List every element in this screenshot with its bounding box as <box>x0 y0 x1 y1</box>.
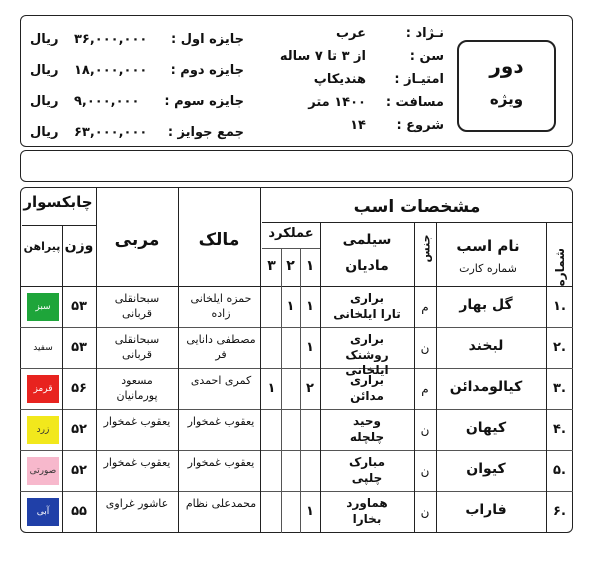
horse-name: گل بهار <box>459 296 513 313</box>
header-perf-2: ۲ <box>286 258 295 274</box>
info-label: شروع : <box>396 118 444 133</box>
header-horse-specs: مشخصات اسب <box>353 197 481 217</box>
jockey-weight: ۵۳ <box>71 339 87 355</box>
perf-1: ۱ <box>306 298 314 314</box>
jockey-weight: ۵۲ <box>71 462 87 478</box>
info-value: عرب <box>335 26 366 41</box>
header-perf-1: ۱ <box>305 258 315 274</box>
grid-line <box>20 286 573 287</box>
owner-name: یعقوب غمخوار <box>187 415 255 428</box>
info-value: هندیکاپ <box>313 72 366 87</box>
horse-dam: چلپی <box>351 471 383 485</box>
grid-line <box>320 222 321 533</box>
jockey-weight: ۵۳ <box>71 298 87 314</box>
grid-line <box>260 187 261 533</box>
row-number: .۴ <box>553 421 566 437</box>
prize-currency: ریال <box>30 94 59 109</box>
trainer-name: یعقوب غمخوار <box>103 456 171 469</box>
trainer-name: عاشور غراوی <box>105 497 169 510</box>
horse-sire: براری <box>350 373 384 387</box>
grid-line <box>262 248 320 249</box>
jockey-weight: ۵۲ <box>71 421 87 437</box>
prize-amount: ۱۸,۰۰۰,۰۰۰ <box>74 63 148 78</box>
info-value: از ۳ تا ۷ ساله <box>279 49 366 64</box>
header-horse-name: نام اسب <box>456 237 520 255</box>
prize-amount: ۶۳,۰۰۰,۰۰۰ <box>74 125 148 140</box>
trainer-name: مسعود پورمانیان <box>116 374 158 402</box>
info-value: ۱۴ <box>350 118 366 133</box>
horse-name: کیوان <box>466 460 506 477</box>
jockey-weight: ۵۵ <box>71 504 87 519</box>
race-title: دور <box>489 54 524 78</box>
prize-currency: ریال <box>30 63 59 78</box>
prize-label: جایزه سوم : <box>164 94 244 109</box>
trainer-name: سبحانقلی قربانی <box>114 333 160 361</box>
perf-1: ۱ <box>306 504 314 519</box>
header-trainer: مربی <box>114 230 160 250</box>
row-number: .۵ <box>553 462 566 478</box>
horse-dam: چلچله <box>349 430 385 444</box>
grid-line <box>22 225 96 226</box>
race-subtitle: ویژه <box>489 90 524 108</box>
grid-line <box>20 327 573 328</box>
grid-line <box>20 491 573 492</box>
shirt-color-swatch: سبز <box>27 293 59 321</box>
horse-sex: ن <box>420 422 430 437</box>
info-row <box>258 118 444 140</box>
shirt-color-swatch: قرمز <box>27 375 59 403</box>
perf-3: ۱ <box>267 380 276 396</box>
perf-2: ۱ <box>286 298 295 314</box>
owner-name: کمری احمدی <box>190 374 252 387</box>
horse-sex: م <box>421 299 429 314</box>
info-label: سن : <box>409 49 444 64</box>
horse-dam: تارا ایلخانی <box>333 307 401 321</box>
jockey-weight: ۵۶ <box>71 380 87 396</box>
grid-line <box>546 222 547 533</box>
prize-currency: ریال <box>30 125 59 140</box>
trainer-name: سبحانقلی قربانی <box>114 292 160 320</box>
horse-sire: هماورد <box>346 496 388 510</box>
grid-line <box>262 222 573 223</box>
prize-label: جایزه اول : <box>171 32 244 47</box>
horse-dam: مدائن <box>350 389 384 403</box>
prize-row <box>26 63 244 85</box>
info-row <box>258 95 444 117</box>
horse-sire: براری <box>350 332 384 346</box>
horse-name: لبخند <box>468 337 504 354</box>
row-number: .۶ <box>553 504 566 519</box>
header-owner: مالک <box>198 230 240 250</box>
row-number: .۳ <box>553 380 566 396</box>
prize-label: جایزه دوم : <box>170 63 244 78</box>
horse-sex: ن <box>420 340 430 355</box>
header-card-number: شماره کارت <box>459 262 517 275</box>
grid-line <box>20 368 573 369</box>
info-label: امتیـاز : <box>394 72 444 87</box>
header-sex: جنس <box>419 234 433 263</box>
horse-dam: روشنک ایلخانی <box>345 348 389 377</box>
grid-line <box>178 187 179 533</box>
info-value: ۱۴۰۰ متر <box>308 95 366 110</box>
info-label: نـژاد : <box>405 26 444 41</box>
info-row <box>258 49 444 71</box>
horse-sex: م <box>421 381 429 396</box>
row-number: .۲ <box>553 339 566 355</box>
row-number: .۱ <box>553 298 566 314</box>
shirt-color-swatch: زرد <box>27 416 59 444</box>
info-label: مسافت : <box>385 95 444 110</box>
horse-name: کیالومدائن <box>449 378 523 395</box>
grid-line <box>20 450 573 451</box>
notes-banner <box>20 150 573 182</box>
owner-name: مصطفی دانایی فر <box>186 333 256 361</box>
prize-amount: ۹,۰۰۰,۰۰۰ <box>74 94 140 109</box>
info-row <box>258 26 444 48</box>
prize-amount: ۳۶,۰۰۰,۰۰۰ <box>74 32 148 47</box>
grid-line <box>436 222 437 533</box>
header-dam: مادیان <box>345 258 389 274</box>
grid-line <box>96 187 97 533</box>
perf-1: ۱ <box>306 339 314 355</box>
horse-sire: وحید <box>353 414 381 428</box>
horse-sire: براری <box>350 291 384 305</box>
horse-name: کیهان <box>465 419 507 436</box>
prize-currency: ریال <box>30 32 59 47</box>
header-shirt: پیراهن <box>23 240 61 253</box>
shirt-color-swatch: سفید <box>27 334 59 362</box>
prize-label: جمع جوایز : <box>167 125 244 140</box>
prize-row <box>26 94 244 116</box>
trainer-name: یعقوب غمخوار <box>103 415 171 428</box>
horse-dam: بخارا <box>352 512 382 526</box>
prize-row <box>26 32 244 54</box>
prize-row <box>26 125 244 147</box>
grid-line <box>20 409 573 410</box>
horse-sex: ن <box>420 505 430 519</box>
horse-sex: ن <box>420 463 430 478</box>
owner-name: یعقوب غمخوار <box>187 456 255 469</box>
grid-line <box>281 248 282 533</box>
horse-sire: مبارک <box>348 455 386 469</box>
header-jockey: چابکسوار <box>23 193 93 211</box>
owner-name: حمزه ایلخانی زاده <box>190 292 252 320</box>
header-weight: وزن <box>64 238 94 254</box>
header-sire: سیلمی <box>342 232 392 248</box>
grid-line <box>62 225 63 533</box>
header-performance: عملکرد <box>268 226 314 241</box>
shirt-color-swatch: آبی <box>27 498 59 526</box>
header-perf-3: ۳ <box>267 258 276 274</box>
perf-1: ۲ <box>306 380 314 396</box>
grid-line <box>414 222 415 533</box>
shirt-color-swatch: صورتی <box>27 457 59 485</box>
header-number: شماره <box>553 248 567 287</box>
owner-name: محمدعلی نظام <box>185 497 257 510</box>
race-box <box>457 40 556 132</box>
horse-name: فاراب <box>465 502 507 518</box>
info-row <box>258 72 444 94</box>
